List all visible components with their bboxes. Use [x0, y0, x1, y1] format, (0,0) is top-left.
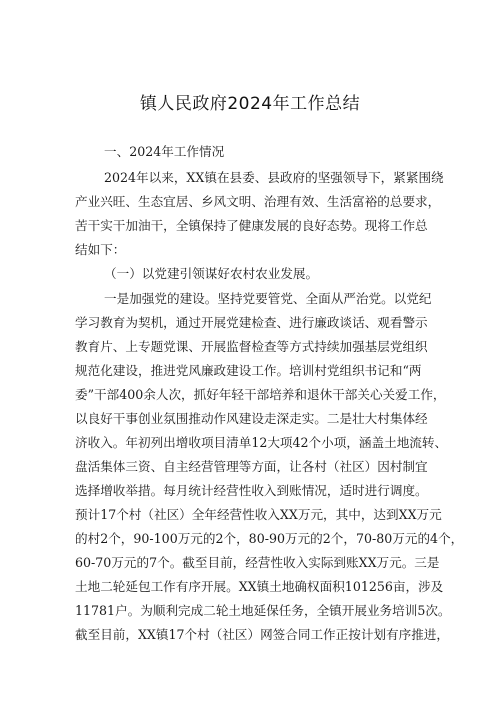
- paragraph-line: 苦干实干加油干，全镇保持了健康发展的良好态势。现将工作总: [75, 218, 428, 233]
- paragraph-line: 以良好干事创业氛围推动作风建设走深走实。二是壮大村集体经: [75, 411, 428, 426]
- paragraph-line: 学习教育为契机，通过开展党建检查、进行廉政谈话、观看警示: [75, 315, 428, 330]
- paragraph-line: 预计17个村（社区）全年经营性收入XX万元，其中，达到XX万元: [75, 507, 442, 522]
- paragraph-line: 2024年以来，XX镇在县委、县政府的坚强领导下，紧紧围绕: [104, 170, 444, 185]
- subsection-heading: （一）以党建引领谋好农村农业发展。: [104, 266, 319, 281]
- paragraph-line: 规范化建设，推进党风廉政建设工作。培训村党组织书记和“两: [75, 363, 422, 378]
- document-title: 镇人民政府2024年工作总结: [139, 94, 361, 114]
- paragraph-line: 结如下：: [75, 242, 126, 257]
- paragraph-line: 选择增收举措。每月统计经营性收入到账情况，适时进行调度。: [75, 483, 428, 498]
- paragraph-line: 委”干部400余人次，抓好年轻干部培养和退休干部关心关爱工作，: [75, 387, 446, 402]
- paragraph-line: 盘活集体三资、自主经营管理等方面，让各村（社区）因村制宜: [75, 459, 428, 474]
- paragraph-line: 土地二轮延包工作有序开展。XX镇土地确权面积101256亩，涉及: [75, 579, 444, 594]
- section-heading: 一、2024年工作情况: [104, 144, 225, 159]
- paragraph-line: 的村2个，90-100万元的2个，80-90万元的2个，70-80万元的4个，: [75, 531, 464, 546]
- paragraph-line: 60-70万元的7个。截至目前，经营性收入实际到账XX万元。三是: [75, 555, 440, 570]
- paragraph-line: 11781户。为顺利完成二轮土地延保任务，全镇开展业务培训5次。: [75, 603, 451, 618]
- paragraph-line: 截至目前，XX镇17个村（社区）网签合同工作正按计划有序推进，: [75, 627, 449, 642]
- paragraph-line: 教育片、上专题党课、开展监督检查等方式持续加强基层党组织: [75, 339, 428, 354]
- paragraph-line: 济收入。年初列出增收项目清单12大项42个小项，涵盖土地流转、: [75, 435, 448, 450]
- paragraph-line: 一是加强党的建设。坚持党要管党、全面从严治党。以党纪: [104, 291, 432, 306]
- paragraph-line: 产业兴旺、生态宜居、乡风文明、治理有效、生活富裕的总要求，: [75, 194, 441, 209]
